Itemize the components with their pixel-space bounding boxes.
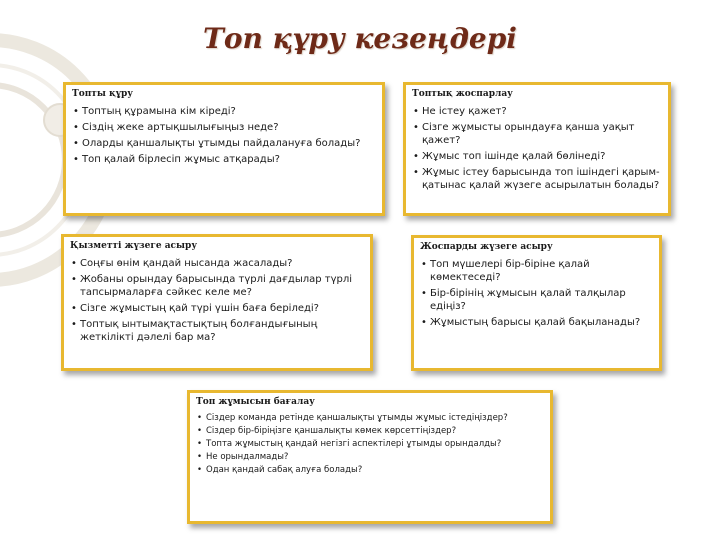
list-item: • Сіздің жеке артықшылығыңыз неде? [72, 121, 376, 134]
list-item: • Жұмыстың барысы қалай бақыланады? [420, 316, 653, 329]
box-heading: Топты құру [72, 89, 134, 99]
box-heading: Қызметті жүзеге асыру [70, 241, 198, 251]
list-item: • Не орындалмады? [196, 452, 544, 463]
list-item: • Топтық ынтымақтастықтың болғандығының жеткілікті дәлелі бар ма? [70, 318, 364, 344]
activity-execution-box [61, 234, 373, 371]
bullet-list [412, 105, 662, 192]
list-item: • Топтың құрамына кім кіреді? [72, 105, 376, 118]
team-formation-box [63, 82, 385, 216]
list-item: • Жобаны орындау барысында түрлі дағдылар түрлі тапсырмаларға сәйкес келе ме? [70, 273, 364, 299]
list-item: • Оларды қаншалықты ұтымды пайдалануға болады? [72, 137, 376, 150]
list-item: • Сіздер бір-біріңізге қаншалықты көмек көрсеттіңіздер? [196, 426, 544, 437]
team-planning-box [403, 82, 671, 216]
list-item: • Не істеу қажет? [412, 105, 662, 118]
list-item: • Сізге жұмысты орындауға қанша уақыт қажет? [412, 121, 662, 147]
box-heading: Жоспарды жүзеге асыру [420, 242, 553, 252]
plan-execution-box [411, 235, 662, 371]
list-item: • Топ мүшелері бір-біріне қалай көмектеседі? [420, 258, 653, 284]
list-item: • Одан қандай сабақ алуға болады? [196, 465, 544, 476]
bullet-list [420, 258, 653, 329]
list-item: • Соңғы өнім қандай нысанда жасалады? [70, 257, 364, 270]
list-item: • Сіздер команда ретінде қаншалықты ұтымды жұмыс істедіңіздер? [196, 413, 544, 424]
list-item: • Жұмыс топ ішінде қалай бөлінеді? [412, 150, 662, 163]
bullet-list [70, 257, 364, 344]
list-item: • Бір-бірінің жұмысын қалай талқылар едіңіз? [420, 287, 653, 313]
slide-title: Топ құру кезеңдері [203, 22, 517, 55]
box-heading: Топ жұмысын бағалау [196, 397, 315, 407]
list-item: • Топта жұмыстың қандай негізгі аспектілері ұтымды орындалды? [196, 439, 544, 450]
list-item: • Жұмыс істеу барысында топ ішіндегі қарым- қатынас қалай жүзеге асырылатын болады? [412, 166, 662, 192]
list-item: • Сізге жұмыстың қай түрі үшін баға беріледі? [70, 302, 364, 315]
list-item: • Топ қалай бірлесіп жұмыс атқарады? [72, 153, 376, 166]
box-heading: Топтық жоспарлау [412, 89, 513, 99]
bullet-list [72, 105, 376, 166]
team-evaluation-box [187, 390, 553, 524]
bullet-list [196, 413, 544, 476]
